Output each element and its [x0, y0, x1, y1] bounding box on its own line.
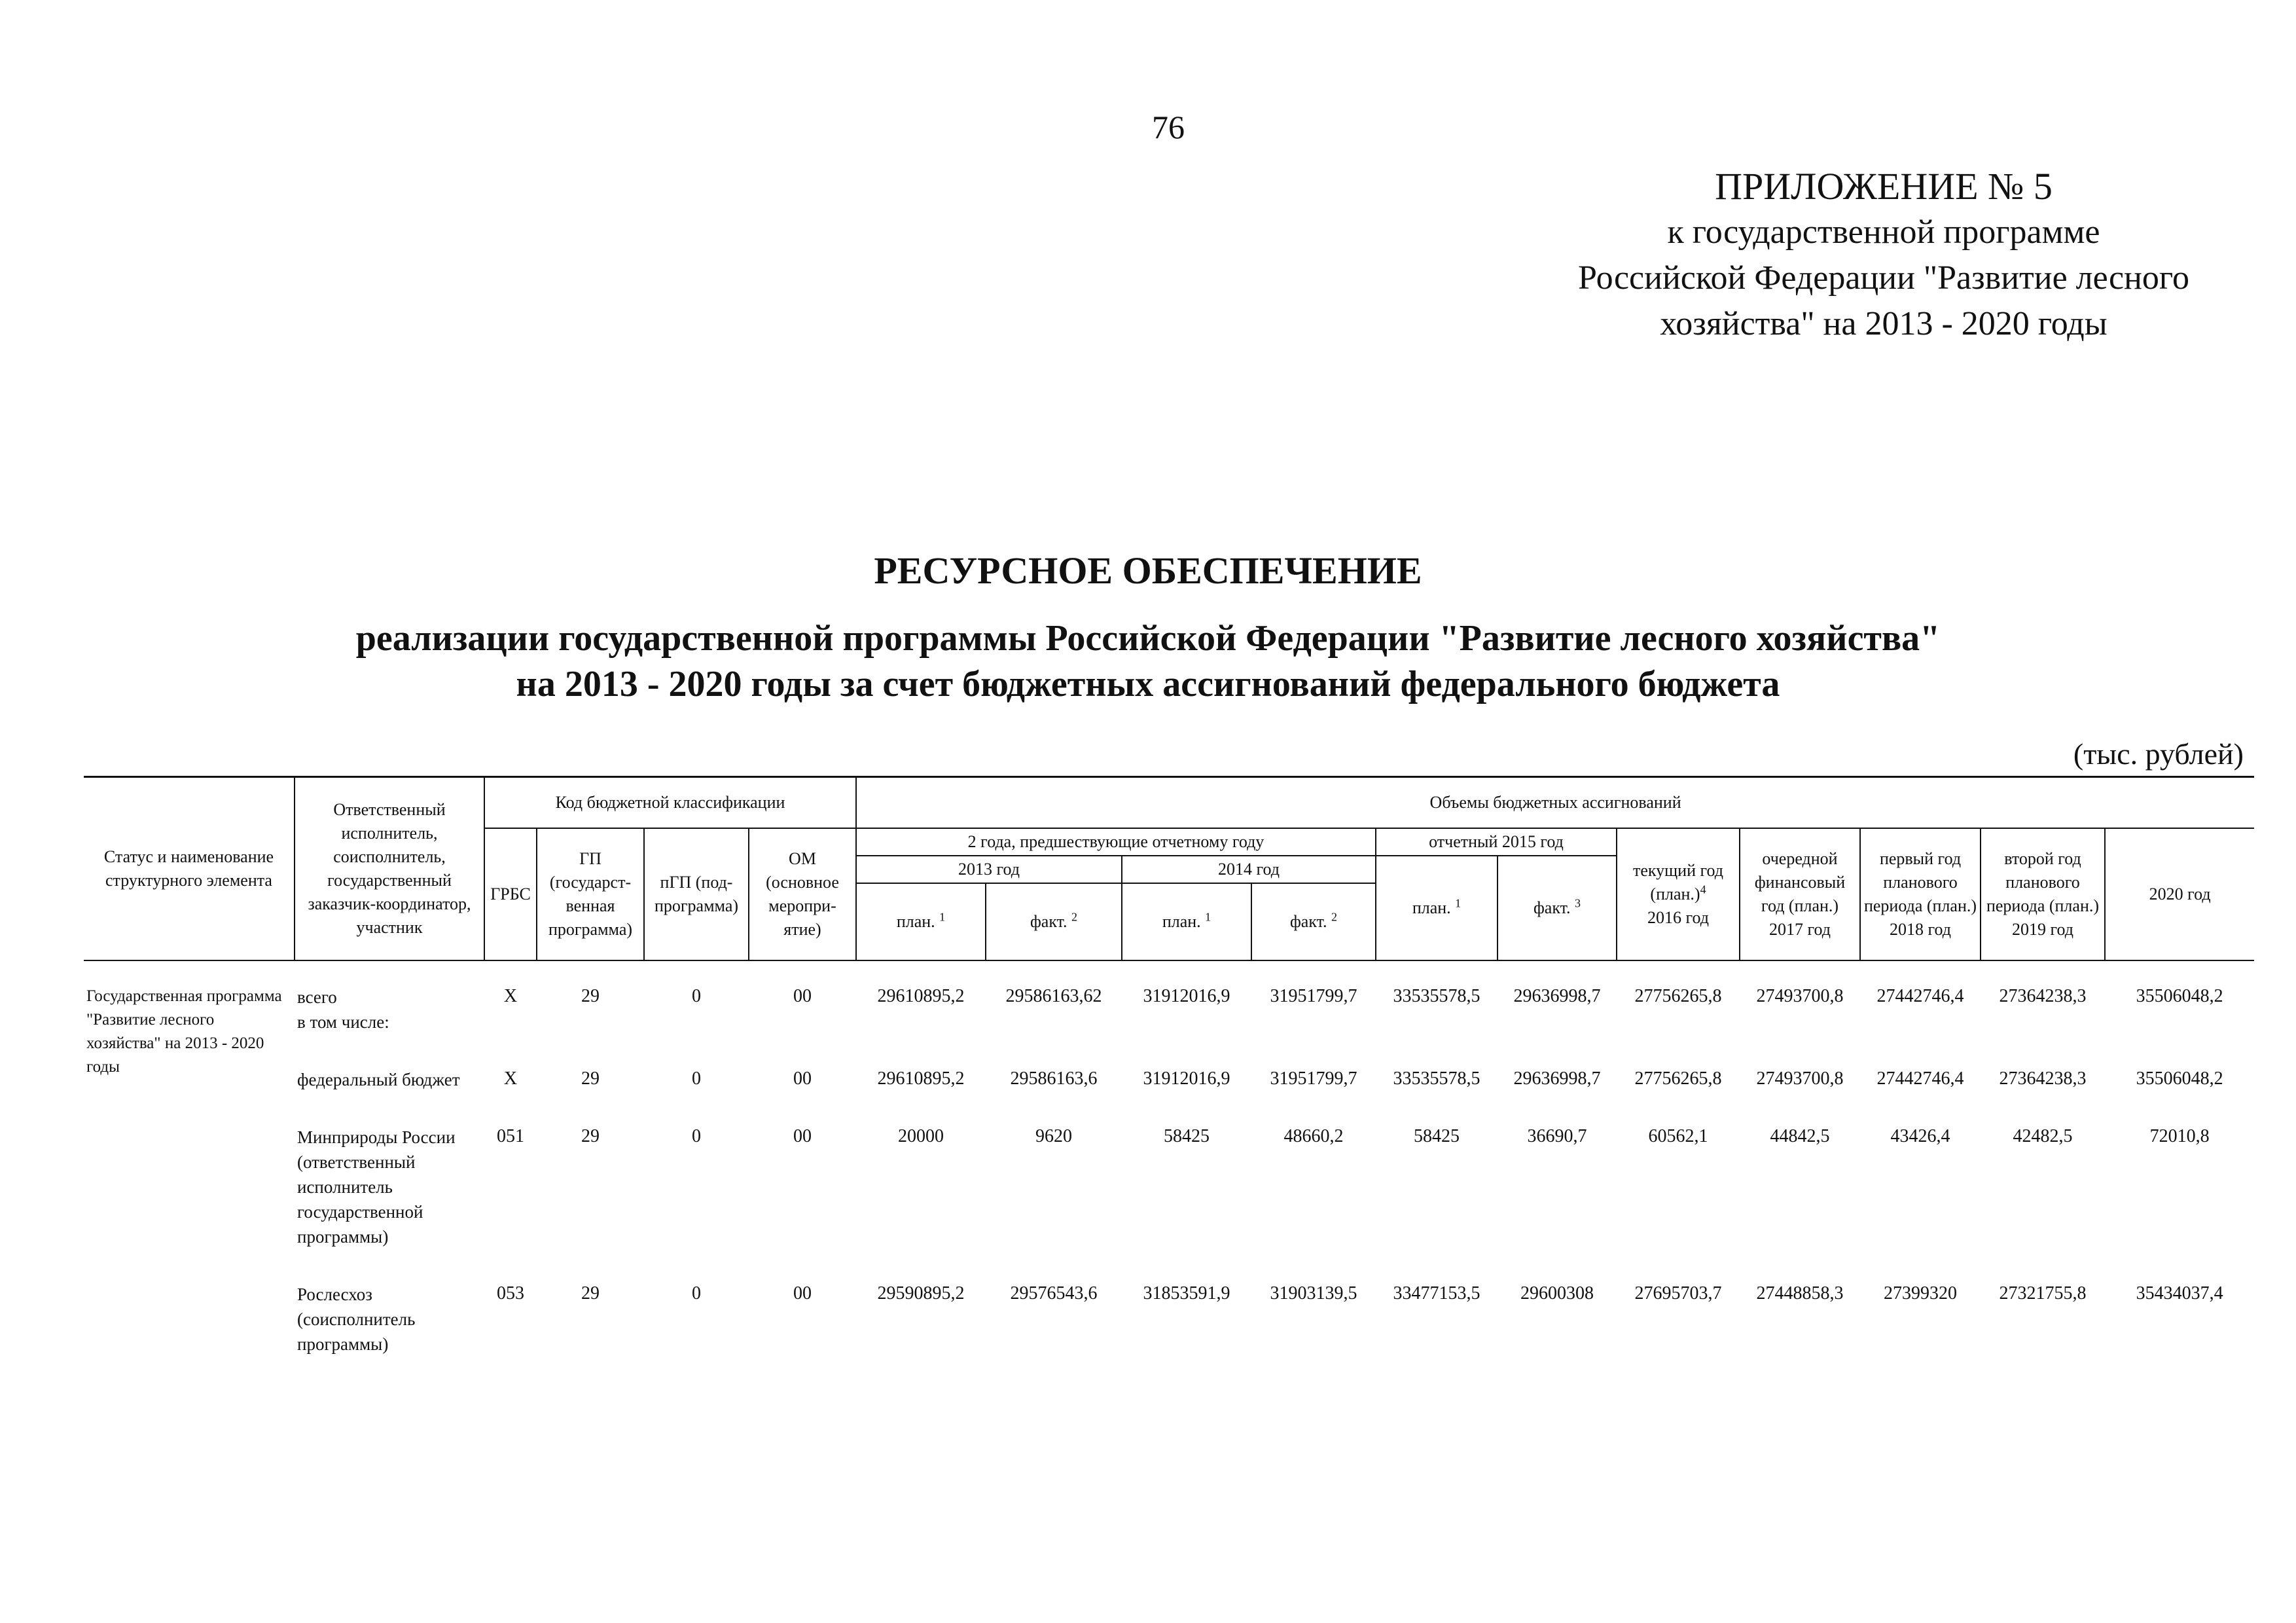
header-fact-text: факт. — [1289, 911, 1327, 931]
header-plan-text: план. — [1162, 911, 1201, 931]
row-responsible: Минприроды России (ответственный исполнитель государственной программы) — [297, 1127, 456, 1247]
row-responsible: Рослесхоз (соисполнитель программы) — [297, 1284, 416, 1354]
header-grbs: ГРБС — [484, 828, 537, 960]
cell-fact-2014: 31951799,7 — [1270, 985, 1357, 1006]
cell-2020: 35506048,2 — [2136, 985, 2223, 1006]
cell-2016: 60562,1 — [1648, 1125, 1708, 1146]
footnote-mark: 2 — [1331, 909, 1338, 923]
cell-fact-2015: 29636998,7 — [1513, 985, 1601, 1006]
table-row — [84, 1044, 2254, 1101]
subtitle-line: на 2013 - 2020 годы за счет бюджетных ассигнований федерального бюджета — [516, 664, 1780, 704]
footnote-mark: 1 — [1455, 896, 1462, 909]
cell-2019: 27364238,3 — [1999, 985, 2087, 1006]
header-fact-2013 — [986, 883, 1122, 960]
cell-gp: 29 — [581, 1283, 600, 1304]
cell-2018: 27399320 — [1884, 1283, 1957, 1304]
cell-2020: 72010,8 — [2149, 1125, 2210, 1146]
header-plan-2015 — [1376, 856, 1498, 960]
footnote-mark: 1 — [939, 909, 946, 923]
header-next-year — [1740, 828, 1860, 960]
cell-pgp: 0 — [692, 1125, 701, 1146]
cell-2017: 27493700,8 — [1756, 985, 1844, 1006]
cell-2016: 27756265,8 — [1634, 985, 1722, 1006]
footnote-mark: 1 — [1205, 909, 1211, 923]
header-volumes: Объемы бюджетных ассигнований — [856, 777, 2254, 828]
cell-2018: 27442746,4 — [1876, 985, 1964, 1006]
table-row — [84, 1258, 2254, 1366]
cell-fact-2013: 29586163,62 — [1005, 985, 1102, 1006]
cell-grbs: 053 — [497, 1283, 524, 1304]
cell-plan-2014: 31912016,9 — [1143, 985, 1230, 1006]
cell-pgp: 0 — [692, 1068, 701, 1089]
cell-2018: 27442746,4 — [1876, 1068, 1964, 1089]
budget-table — [84, 776, 2254, 1366]
cell-2017: 27493700,8 — [1756, 1068, 1844, 1089]
row-responsible: федеральный бюджет — [297, 1069, 460, 1089]
header-year-2020: 2020 год — [2105, 828, 2254, 960]
cell-2018: 43426,4 — [1890, 1125, 1950, 1146]
cell-plan-2015: 33535578,5 — [1393, 1068, 1480, 1089]
cell-fact-2015: 36690,7 — [1527, 1125, 1587, 1146]
cell-2017: 27448858,3 — [1756, 1283, 1844, 1304]
header-fact-2015 — [1498, 856, 1617, 960]
appendix-block — [1524, 164, 2244, 347]
header-year-2014: 2014 год — [1122, 856, 1376, 883]
cell-fact-2013: 9620 — [1035, 1125, 1072, 1146]
header-current-year-text: текущий год (план.) — [1632, 860, 1723, 903]
cell-fact-2014: 48660,2 — [1283, 1125, 1344, 1146]
cell-plan-2015: 58425 — [1414, 1125, 1460, 1146]
header-plan-text: план. — [896, 911, 935, 931]
cell-plan-2014: 31912016,9 — [1143, 1068, 1230, 1089]
cell-plan-2013: 29590895,2 — [877, 1283, 965, 1304]
cell-plan-2015: 33535578,5 — [1393, 985, 1480, 1006]
header-second-plan-year — [1981, 828, 2105, 960]
subtitle-line: реализации государственной программы Российской Федерации "Развитие лесного хозяйства" — [355, 618, 1941, 659]
header-second-plan-label: 2019 год — [2012, 919, 2073, 939]
cell-gp: 29 — [581, 985, 600, 1006]
cell-2020: 35506048,2 — [2136, 1068, 2223, 1089]
page-number: 76 — [1152, 109, 1185, 145]
header-responsible: Ответственный исполнитель, соисполнитель, государственный заказчик-координатор, участник — [295, 777, 484, 960]
cell-2016: 27695703,7 — [1634, 1283, 1722, 1304]
header-second-plan-text: второй год планового периода (план.) — [1986, 848, 2100, 915]
header-status: Статус и наименование структурного элемента — [84, 777, 295, 960]
header-first-plan-year — [1860, 828, 1981, 960]
cell-pgp: 0 — [692, 1283, 701, 1304]
footnote-mark: 4 — [1700, 882, 1706, 896]
cell-fact-2014: 31951799,7 — [1270, 1068, 1357, 1089]
cell-gp: 29 — [581, 1125, 600, 1146]
cell-2019: 42482,5 — [2013, 1125, 2073, 1146]
cell-plan-2013: 20000 — [898, 1125, 944, 1146]
cell-fact-2015: 29600308 — [1520, 1283, 1594, 1304]
cell-2017: 44842,5 — [1770, 1125, 1830, 1146]
cell-plan-2014: 58425 — [1164, 1125, 1210, 1146]
units-label: (тыс. рублей) — [2073, 737, 2244, 771]
header-plan-2013 — [856, 883, 986, 960]
row-status-name: Государственная программа "Развитие лесного хозяйства" на 2013 - 2020 годы — [86, 987, 282, 1076]
header-fact-text: факт. — [1030, 911, 1067, 931]
cell-plan-2013: 29610895,2 — [877, 985, 965, 1006]
appendix-line: к государственной программе — [1667, 213, 2100, 251]
cell-gp: 29 — [581, 1068, 600, 1089]
header-year-2013: 2013 год — [856, 856, 1122, 883]
header-fact-2014 — [1251, 883, 1376, 960]
header-first-plan-text: первый год планового периода (план.) — [1863, 848, 1977, 915]
footnote-mark: 2 — [1071, 909, 1078, 923]
cell-om: 00 — [793, 985, 812, 1006]
header-next-year-text: очередной финансовый год (план.) — [1754, 848, 1846, 915]
header-next-year-label: 2017 год — [1769, 919, 1831, 939]
cell-fact-2014: 31903139,5 — [1270, 1283, 1357, 1304]
appendix-title: ПРИЛОЖЕНИЕ № 5 — [1715, 165, 2053, 208]
cell-om: 00 — [793, 1125, 812, 1146]
footnote-mark: 3 — [1575, 896, 1581, 909]
document-title: РЕСУРСНОЕ ОБЕСПЕЧЕНИЕ — [874, 549, 1422, 592]
cell-grbs: Х — [503, 1068, 518, 1089]
cell-2020: 35434037,4 — [2136, 1283, 2223, 1304]
cell-om: 00 — [793, 1068, 812, 1089]
header-plan-text: план. — [1412, 898, 1451, 917]
cell-pgp: 0 — [692, 985, 701, 1006]
cell-2016: 27756265,8 — [1634, 1068, 1722, 1089]
header-pgp: пГП (под-программа) — [644, 828, 749, 960]
appendix-line: Российской Федерации "Развитие лесного — [1578, 259, 2189, 297]
cell-2019: 27364238,3 — [1999, 1068, 2087, 1089]
document-subtitle — [0, 615, 2296, 707]
header-two-years: 2 года, предшествующие отчетному году — [856, 828, 1376, 856]
appendix-line: хозяйства" на 2013 - 2020 годы — [1660, 305, 2108, 342]
cell-2019: 27321755,8 — [1999, 1283, 2087, 1304]
header-reporting-year: отчетный 2015 год — [1376, 828, 1617, 856]
cell-grbs: 051 — [497, 1125, 524, 1146]
cell-grbs: Х — [503, 985, 518, 1006]
cell-plan-2013: 29610895,2 — [877, 1068, 965, 1089]
header-current-year — [1617, 828, 1740, 960]
cell-fact-2015: 29636998,7 — [1513, 1068, 1601, 1089]
row-responsible: всего в том числе: — [297, 987, 389, 1032]
cell-plan-2014: 31853591,9 — [1143, 1283, 1230, 1304]
header-gp: ГП (государст-венная программа) — [537, 828, 644, 960]
header-budget-code: Код бюджетной классификации — [484, 777, 856, 828]
cell-fact-2013: 29576543,6 — [1010, 1283, 1098, 1304]
header-plan-2014 — [1122, 883, 1251, 960]
cell-fact-2013: 29586163,6 — [1010, 1068, 1098, 1089]
header-current-year-label: 2016 год — [1647, 907, 1709, 927]
header-om: ОМ (основное меропри-ятие) — [749, 828, 856, 960]
header-fact-text: факт. — [1533, 898, 1571, 917]
header-first-plan-label: 2018 год — [1890, 919, 1951, 939]
cell-plan-2015: 33477153,5 — [1393, 1283, 1480, 1304]
table-row — [84, 1101, 2254, 1258]
table-row — [84, 960, 2254, 1044]
cell-om: 00 — [793, 1283, 812, 1304]
